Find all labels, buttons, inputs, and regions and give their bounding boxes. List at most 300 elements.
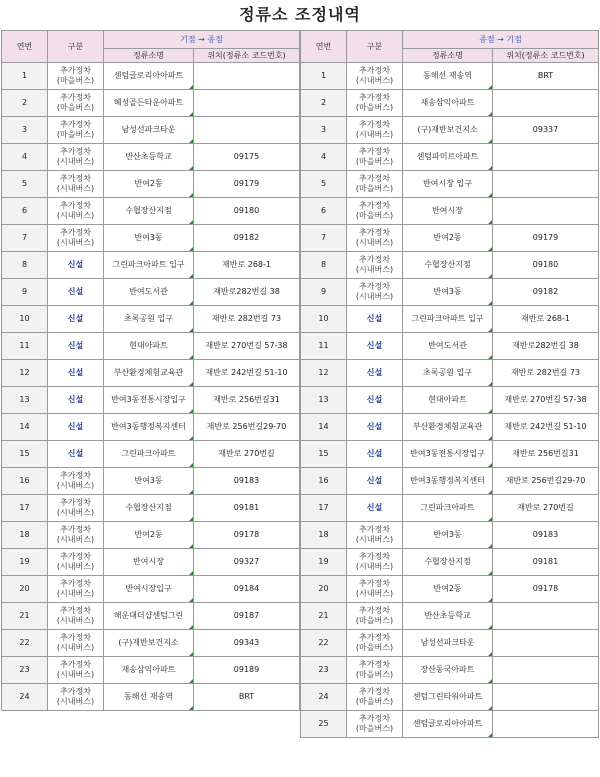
stop-name-text: 반여시장: [432, 206, 463, 215]
row-stop-name: [403, 603, 493, 630]
cell-comment-marker-icon: [488, 355, 492, 359]
cell-comment-marker-icon: [488, 409, 492, 413]
row-division: 신설: [48, 360, 104, 387]
cell-comment-marker-icon: [488, 85, 492, 89]
table-row: [2, 630, 300, 657]
row-location: 재반로 256번길29-70: [493, 468, 599, 495]
stop-name-text: 현대아파트: [129, 341, 168, 350]
row-division: 추가정차 (마을버스): [347, 657, 403, 684]
row-seq: 1: [301, 63, 347, 90]
row-stop-name: [104, 549, 194, 576]
row-stop-name: [403, 387, 493, 414]
cell-comment-marker-icon: [488, 598, 492, 602]
row-seq: 5: [2, 171, 48, 198]
cell-comment-marker-icon: [189, 247, 193, 251]
table-row: [301, 576, 599, 603]
cell-comment-marker-icon: [488, 517, 492, 521]
row-division: 신설: [347, 387, 403, 414]
row-location: 재반로 270번길 57-38: [194, 333, 300, 360]
row-seq: 20: [301, 576, 347, 603]
row-stop-name: [403, 441, 493, 468]
cell-comment-marker-icon: [189, 382, 193, 386]
table-row: [301, 306, 599, 333]
row-location: 09175: [194, 144, 300, 171]
cell-comment-marker-icon: [488, 571, 492, 575]
row-seq: 1: [2, 63, 48, 90]
row-location: 09178: [493, 576, 599, 603]
header-location: 위치(정류소 코드번호): [493, 49, 599, 63]
row-division: 신설: [48, 306, 104, 333]
table-row: [301, 603, 599, 630]
row-location: [194, 90, 300, 117]
cell-comment-marker-icon: [488, 247, 492, 251]
stop-name-text: 그린파크아파트: [121, 449, 176, 458]
row-stop-name: [104, 117, 194, 144]
row-location: [194, 63, 300, 90]
stop-name-text: 반여3동: [433, 287, 462, 296]
row-stop-name: [403, 306, 493, 333]
row-division: 추가정차 (시내버스): [48, 171, 104, 198]
row-division: 신설: [347, 306, 403, 333]
row-division: 추가정차 (시내버스): [48, 603, 104, 630]
row-location: 재반로 242번길 51-10: [493, 414, 599, 441]
row-division: 추가정차 (시내버스): [48, 198, 104, 225]
row-location: 재반로 256번길31: [194, 387, 300, 414]
table-row: [2, 522, 300, 549]
table-row: [301, 549, 599, 576]
stop-name-text: 반여3동: [433, 530, 462, 539]
stop-name-text: 반여도서관: [129, 287, 168, 296]
row-location: 09183: [194, 468, 300, 495]
stop-name-text: 반여시장: [133, 557, 164, 566]
row-division: 신설: [347, 468, 403, 495]
row-seq: 22: [301, 630, 347, 657]
stop-name-text: 재송삼익아파트: [420, 98, 475, 107]
cell-comment-marker-icon: [488, 625, 492, 629]
cell-comment-marker-icon: [488, 328, 492, 332]
stop-name-text: 부산환경체험교육관: [113, 368, 184, 377]
row-division: 신설: [48, 252, 104, 279]
table-terminal-to-origin: [300, 30, 599, 738]
row-stop-name: [104, 468, 194, 495]
header-direction-left: 기점 → 종점: [104, 31, 300, 49]
cell-comment-marker-icon: [189, 85, 193, 89]
row-division: 신설: [347, 441, 403, 468]
row-location: 09337: [493, 117, 599, 144]
row-seq: 19: [301, 549, 347, 576]
row-division: 추가정차 (마을버스): [347, 90, 403, 117]
stop-name-text: 그린파크아파트 입구: [411, 314, 484, 323]
cell-comment-marker-icon: [189, 652, 193, 656]
row-stop-name: [403, 576, 493, 603]
table-row: [301, 684, 599, 711]
row-location: 09180: [493, 252, 599, 279]
table-row: [301, 657, 599, 684]
row-seq: 23: [301, 657, 347, 684]
cell-comment-marker-icon: [189, 112, 193, 116]
row-stop-name: [403, 279, 493, 306]
row-location: 09181: [194, 495, 300, 522]
stop-name-text: 그린파크아파트 입구: [112, 260, 185, 269]
row-seq: 23: [2, 657, 48, 684]
row-seq: 21: [2, 603, 48, 630]
row-location: 09327: [194, 549, 300, 576]
cell-comment-marker-icon: [189, 328, 193, 332]
row-division: 추가정차 (마을버스): [347, 171, 403, 198]
row-location: [493, 603, 599, 630]
stop-name-text: 수협장산지점: [125, 206, 172, 215]
stop-name-text: 혜성골든타운아파트: [113, 98, 184, 107]
row-seq: 17: [301, 495, 347, 522]
row-seq: 4: [301, 144, 347, 171]
row-location: 09182: [194, 225, 300, 252]
row-stop-name: [104, 279, 194, 306]
row-stop-name: [104, 198, 194, 225]
cell-comment-marker-icon: [488, 679, 492, 683]
table-row: [2, 441, 300, 468]
row-seq: 14: [301, 414, 347, 441]
row-location: 재반로 256번길31: [493, 441, 599, 468]
stop-name-text: 센텀파미르아파트: [416, 152, 479, 161]
table-row: [301, 360, 599, 387]
row-seq: 20: [2, 576, 48, 603]
table-row: [2, 549, 300, 576]
table-row: [301, 90, 599, 117]
cell-comment-marker-icon: [189, 301, 193, 305]
table-row: [2, 387, 300, 414]
stop-name-text: 반여2동: [134, 530, 163, 539]
row-division: 신설: [48, 387, 104, 414]
row-division: 신설: [347, 414, 403, 441]
row-seq: 4: [2, 144, 48, 171]
stop-name-text: (구)재반보건지소: [417, 125, 478, 134]
stop-name-text: 반여2동: [433, 584, 462, 593]
row-stop-name: [403, 171, 493, 198]
stop-name-text: 부산환경체험교육관: [412, 422, 483, 431]
row-seq: 16: [2, 468, 48, 495]
table-row: [301, 495, 599, 522]
row-location: [493, 171, 599, 198]
row-stop-name: [104, 144, 194, 171]
row-location: 09187: [194, 603, 300, 630]
row-division: 신설: [48, 414, 104, 441]
stop-name-text: 반여도서관: [428, 341, 467, 350]
table-row: [301, 333, 599, 360]
table-row: [2, 495, 300, 522]
row-division: 추가정차 (시내버스): [48, 468, 104, 495]
row-seq: 15: [301, 441, 347, 468]
header-location: 위치(정류소 코드번호): [194, 49, 300, 63]
row-division: 추가정차 (시내버스): [48, 522, 104, 549]
cell-comment-marker-icon: [189, 274, 193, 278]
table-row: [2, 333, 300, 360]
cell-comment-marker-icon: [488, 301, 492, 305]
row-seq: 11: [2, 333, 48, 360]
table-row: [2, 225, 300, 252]
table-body-left: [2, 63, 300, 711]
header-division: 구분: [48, 31, 104, 63]
table-row: [2, 144, 300, 171]
row-seq: 16: [301, 468, 347, 495]
row-seq: 22: [2, 630, 48, 657]
cell-comment-marker-icon: [488, 436, 492, 440]
stop-name-text: 동해선 재송역: [423, 71, 472, 80]
cell-comment-marker-icon: [488, 220, 492, 224]
row-seq: 2: [301, 90, 347, 117]
cell-comment-marker-icon: [189, 544, 193, 548]
row-seq: 6: [301, 198, 347, 225]
cell-comment-marker-icon: [189, 706, 193, 710]
table-row: [2, 360, 300, 387]
row-location: 09184: [194, 576, 300, 603]
row-division: 추가정차 (마을버스): [48, 117, 104, 144]
row-division: 추가정차 (시내버스): [347, 279, 403, 306]
row-division: 신설: [48, 441, 104, 468]
row-stop-name: [403, 90, 493, 117]
row-seq: 3: [301, 117, 347, 144]
table-row: [301, 441, 599, 468]
table-row: [2, 657, 300, 684]
cell-comment-marker-icon: [488, 139, 492, 143]
table-row: [301, 171, 599, 198]
row-location: 09189: [194, 657, 300, 684]
row-stop-name: [403, 63, 493, 90]
cell-comment-marker-icon: [488, 463, 492, 467]
cell-comment-marker-icon: [189, 679, 193, 683]
row-stop-name: [104, 225, 194, 252]
row-stop-name: [104, 387, 194, 414]
row-stop-name: [403, 333, 493, 360]
row-division: 추가정차 (시내버스): [347, 549, 403, 576]
table-row: [2, 576, 300, 603]
row-location: 재반로 256번길29-70: [194, 414, 300, 441]
row-location: 재반로 270번길: [194, 441, 300, 468]
row-seq: 7: [2, 225, 48, 252]
stop-name-text: 초록공원 입구: [423, 368, 472, 377]
row-location: BRT: [493, 63, 599, 90]
row-location: 09180: [194, 198, 300, 225]
page-title: 정류소 조정내역: [239, 5, 361, 24]
row-seq: 10: [301, 306, 347, 333]
cell-comment-marker-icon: [189, 571, 193, 575]
table-origin-to-terminal: [1, 30, 300, 711]
stop-name-text: 반여2동: [433, 233, 462, 242]
stop-name-text: 수협장산지점: [125, 503, 172, 512]
table-row: [301, 198, 599, 225]
cell-comment-marker-icon: [189, 463, 193, 467]
stop-name-text: 초록공원 입구: [124, 314, 173, 323]
row-seq: 18: [2, 522, 48, 549]
stop-name-text: 수협장산지점: [424, 260, 471, 269]
row-seq: 24: [2, 684, 48, 711]
row-location: 재반로 242번길 51-10: [194, 360, 300, 387]
stop-name-text: 재송삼익아파트: [121, 665, 176, 674]
stop-name-text: 센텀글로리아아파트: [113, 71, 184, 80]
cell-comment-marker-icon: [189, 517, 193, 521]
table-row: [2, 117, 300, 144]
cell-comment-marker-icon: [189, 598, 193, 602]
row-seq: 2: [2, 90, 48, 117]
cell-comment-marker-icon: [488, 490, 492, 494]
stop-name-text: 그린파크아파트: [420, 503, 475, 512]
table-row: [2, 603, 300, 630]
row-stop-name: [104, 630, 194, 657]
row-seq: 3: [2, 117, 48, 144]
row-division: 추가정차 (시내버스): [48, 549, 104, 576]
row-division: 추가정차 (마을버스): [347, 630, 403, 657]
row-stop-name: [403, 198, 493, 225]
row-stop-name: [104, 171, 194, 198]
row-stop-name: [104, 441, 194, 468]
cell-comment-marker-icon: [189, 409, 193, 413]
row-location: 재반로 270번길 57-38: [493, 387, 599, 414]
row-division: 추가정차 (시내버스): [48, 144, 104, 171]
table-row: [2, 468, 300, 495]
row-location: 09343: [194, 630, 300, 657]
row-stop-name: [403, 225, 493, 252]
row-division: 추가정차 (시내버스): [48, 630, 104, 657]
stop-name-text: 센텀그린타워아파트: [412, 692, 483, 701]
row-seq: 18: [301, 522, 347, 549]
cell-comment-marker-icon: [488, 166, 492, 170]
header-direction-right: 종점 → 기점: [403, 31, 599, 49]
row-location: 재반로 270번길: [493, 495, 599, 522]
row-seq: 12: [301, 360, 347, 387]
row-location: 재반로 282번길 73: [194, 306, 300, 333]
table-row: [301, 711, 599, 738]
row-location: 09178: [194, 522, 300, 549]
row-seq: 7: [301, 225, 347, 252]
cell-comment-marker-icon: [488, 382, 492, 386]
row-location: [194, 117, 300, 144]
row-division: 추가정차 (마을버스): [48, 63, 104, 90]
row-division: 신설: [48, 279, 104, 306]
row-division: 추가정차 (시내버스): [347, 117, 403, 144]
row-stop-name: [403, 549, 493, 576]
row-division: 추가정차 (마을버스): [347, 198, 403, 225]
row-seq: 11: [301, 333, 347, 360]
row-stop-name: [403, 522, 493, 549]
cell-comment-marker-icon: [488, 733, 492, 737]
row-seq: 14: [2, 414, 48, 441]
row-division: 추가정차 (마을버스): [48, 90, 104, 117]
row-stop-name: [104, 684, 194, 711]
table-row: [301, 279, 599, 306]
row-seq: 10: [2, 306, 48, 333]
row-stop-name: [104, 306, 194, 333]
cell-comment-marker-icon: [488, 112, 492, 116]
row-stop-name: [104, 576, 194, 603]
table-row: [2, 198, 300, 225]
row-location: 09182: [493, 279, 599, 306]
table-row: [2, 171, 300, 198]
row-location: [493, 657, 599, 684]
row-seq: 21: [301, 603, 347, 630]
row-division: 신설: [347, 333, 403, 360]
row-division: 신설: [347, 495, 403, 522]
cell-comment-marker-icon: [189, 166, 193, 170]
table-row: [2, 414, 300, 441]
row-stop-name: [403, 495, 493, 522]
stop-name-text: 수협장산지점: [424, 557, 471, 566]
row-seq: 24: [301, 684, 347, 711]
table-row: [2, 306, 300, 333]
stop-name-text: 반여3동행정복지센터: [410, 476, 485, 485]
stop-name-text: 반여3동: [134, 476, 163, 485]
table-row: [2, 684, 300, 711]
row-seq: 25: [301, 711, 347, 738]
stop-name-text: 남성선파크타운: [420, 638, 475, 647]
stop-name-text: 반산초등학교: [125, 152, 172, 161]
row-location: 09181: [493, 549, 599, 576]
row-division: 추가정차 (마을버스): [347, 603, 403, 630]
cell-comment-marker-icon: [189, 436, 193, 440]
table-body-right: [301, 63, 599, 738]
row-stop-name: [403, 360, 493, 387]
table-row: [301, 117, 599, 144]
cell-comment-marker-icon: [189, 625, 193, 629]
row-stop-name: [403, 630, 493, 657]
row-seq: 5: [301, 171, 347, 198]
stop-name-text: 반여시장입구: [125, 584, 172, 593]
row-stop-name: [104, 252, 194, 279]
row-seq: 19: [2, 549, 48, 576]
row-location: 재반로 268-1: [493, 306, 599, 333]
stop-name-text: 남성선파크타운: [121, 125, 176, 134]
table-row: [2, 279, 300, 306]
table-row: [301, 630, 599, 657]
row-seq: 13: [2, 387, 48, 414]
stop-name-text: 장산동국아파트: [420, 665, 475, 674]
row-location: 09183: [493, 522, 599, 549]
row-division: 추가정차 (시내버스): [48, 684, 104, 711]
row-location: 재반로 268-1: [194, 252, 300, 279]
row-stop-name: [403, 117, 493, 144]
row-location: 재반로282번길 38: [194, 279, 300, 306]
row-stop-name: [104, 90, 194, 117]
row-division: 추가정차 (마을버스): [347, 144, 403, 171]
table-row: [301, 387, 599, 414]
row-location: BRT: [194, 684, 300, 711]
row-seq: 13: [301, 387, 347, 414]
row-division: 추가정차 (시내버스): [347, 522, 403, 549]
header-division: 구분: [347, 31, 403, 63]
table-row: [2, 63, 300, 90]
row-division: 추가정차 (시내버스): [48, 576, 104, 603]
cell-comment-marker-icon: [189, 220, 193, 224]
row-seq: 9: [301, 279, 347, 306]
table-row: [301, 414, 599, 441]
cell-comment-marker-icon: [189, 139, 193, 143]
row-division: 추가정차 (시내버스): [48, 225, 104, 252]
row-division: 추가정차 (시내버스): [347, 576, 403, 603]
stop-name-text: 반여3동: [134, 233, 163, 242]
stop-name-text: 반여시장 입구: [423, 179, 472, 188]
row-division: 신설: [347, 360, 403, 387]
row-location: [493, 198, 599, 225]
cell-comment-marker-icon: [488, 706, 492, 710]
row-stop-name: [104, 603, 194, 630]
stop-name-text: 현대아파트: [428, 395, 467, 404]
cell-comment-marker-icon: [189, 490, 193, 494]
row-seq: 9: [2, 279, 48, 306]
table-row: [301, 144, 599, 171]
row-stop-name: [104, 522, 194, 549]
stop-name-text: 반여3동행정복지센터: [111, 422, 186, 431]
table-row: [301, 63, 599, 90]
header-seq: 연번: [301, 31, 347, 63]
stop-name-text: 반여3동전통시장입구: [111, 395, 186, 404]
